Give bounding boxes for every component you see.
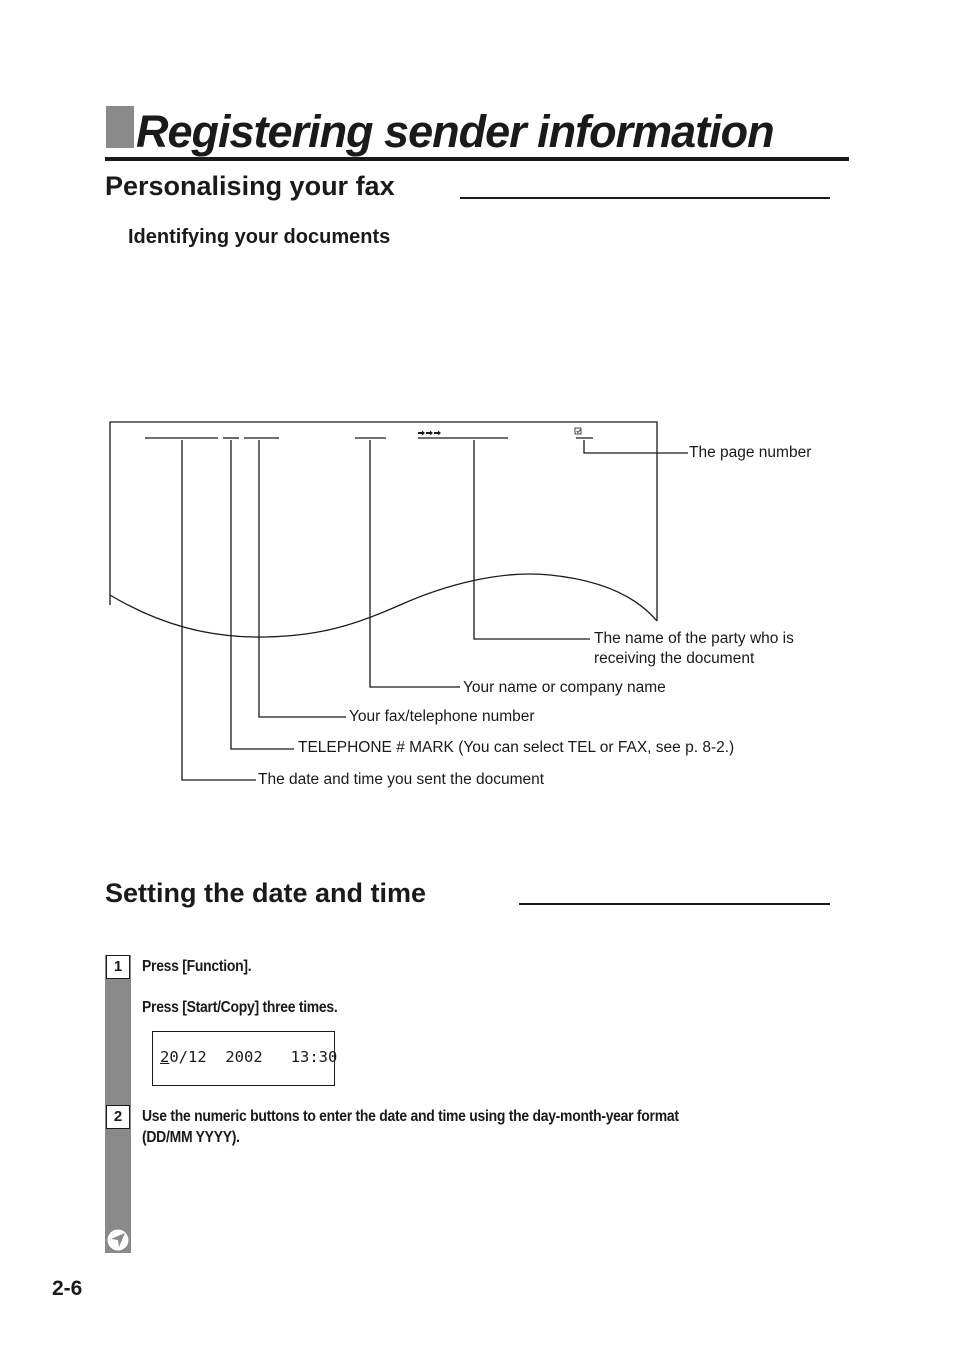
section-heading-personalising: Personalising your fax <box>105 171 395 201</box>
paper-outline <box>110 422 657 621</box>
page-title: Registering sender information <box>136 106 774 157</box>
step-2-text-line1: Use the numeric buttons to enter the date and time using the day-month-year format <box>142 1108 679 1125</box>
step-2-text-line2: (DD/MM YYYY). <box>142 1129 240 1146</box>
callout-sender-name: Your name or company name <box>463 679 666 696</box>
lcd-display <box>152 1031 338 1086</box>
lcd-cursor-digit: 2 <box>160 1048 170 1066</box>
step-1-number: 1 <box>106 955 130 979</box>
callout-date-time: The date and time you sent the document <box>258 771 545 788</box>
callout-recipient-line1: The name of the party who is <box>594 630 794 647</box>
subheading-identifying: Identifying your documents <box>128 226 391 248</box>
callout-fax-number: Your fax/telephone number <box>349 708 535 725</box>
section-rule-date-time <box>519 903 830 905</box>
paper-torn-edge <box>110 574 657 637</box>
page-mark-icon <box>575 428 581 434</box>
recipient-arrows-icon <box>418 431 441 436</box>
callout-tel-mark: TELEPHONE # MARK (You can select TEL or FAX, see p. 8-2.) <box>298 739 735 756</box>
callout-page-number: The page number <box>689 444 812 461</box>
step-bar <box>105 955 131 1253</box>
lcd-date-time: 0/12 2002 13:30 <box>169 1048 338 1066</box>
lcd-readout <box>160 1048 337 1066</box>
step-2-number: 2 <box>106 1105 130 1129</box>
step-1-text-line2: Press [Start/Copy] three times. <box>142 999 338 1016</box>
arrow-icon <box>106 1228 130 1252</box>
callout-recipient-line2: receiving the document <box>594 650 755 667</box>
page-number: 2-6 <box>52 1277 83 1300</box>
title-marker <box>106 106 134 148</box>
section-rule-personalising <box>460 197 830 199</box>
section-heading-date-time: Setting the date and time <box>105 878 427 908</box>
title-rule <box>105 157 849 161</box>
step-1-text-line1: Press [Function]. <box>142 958 252 975</box>
